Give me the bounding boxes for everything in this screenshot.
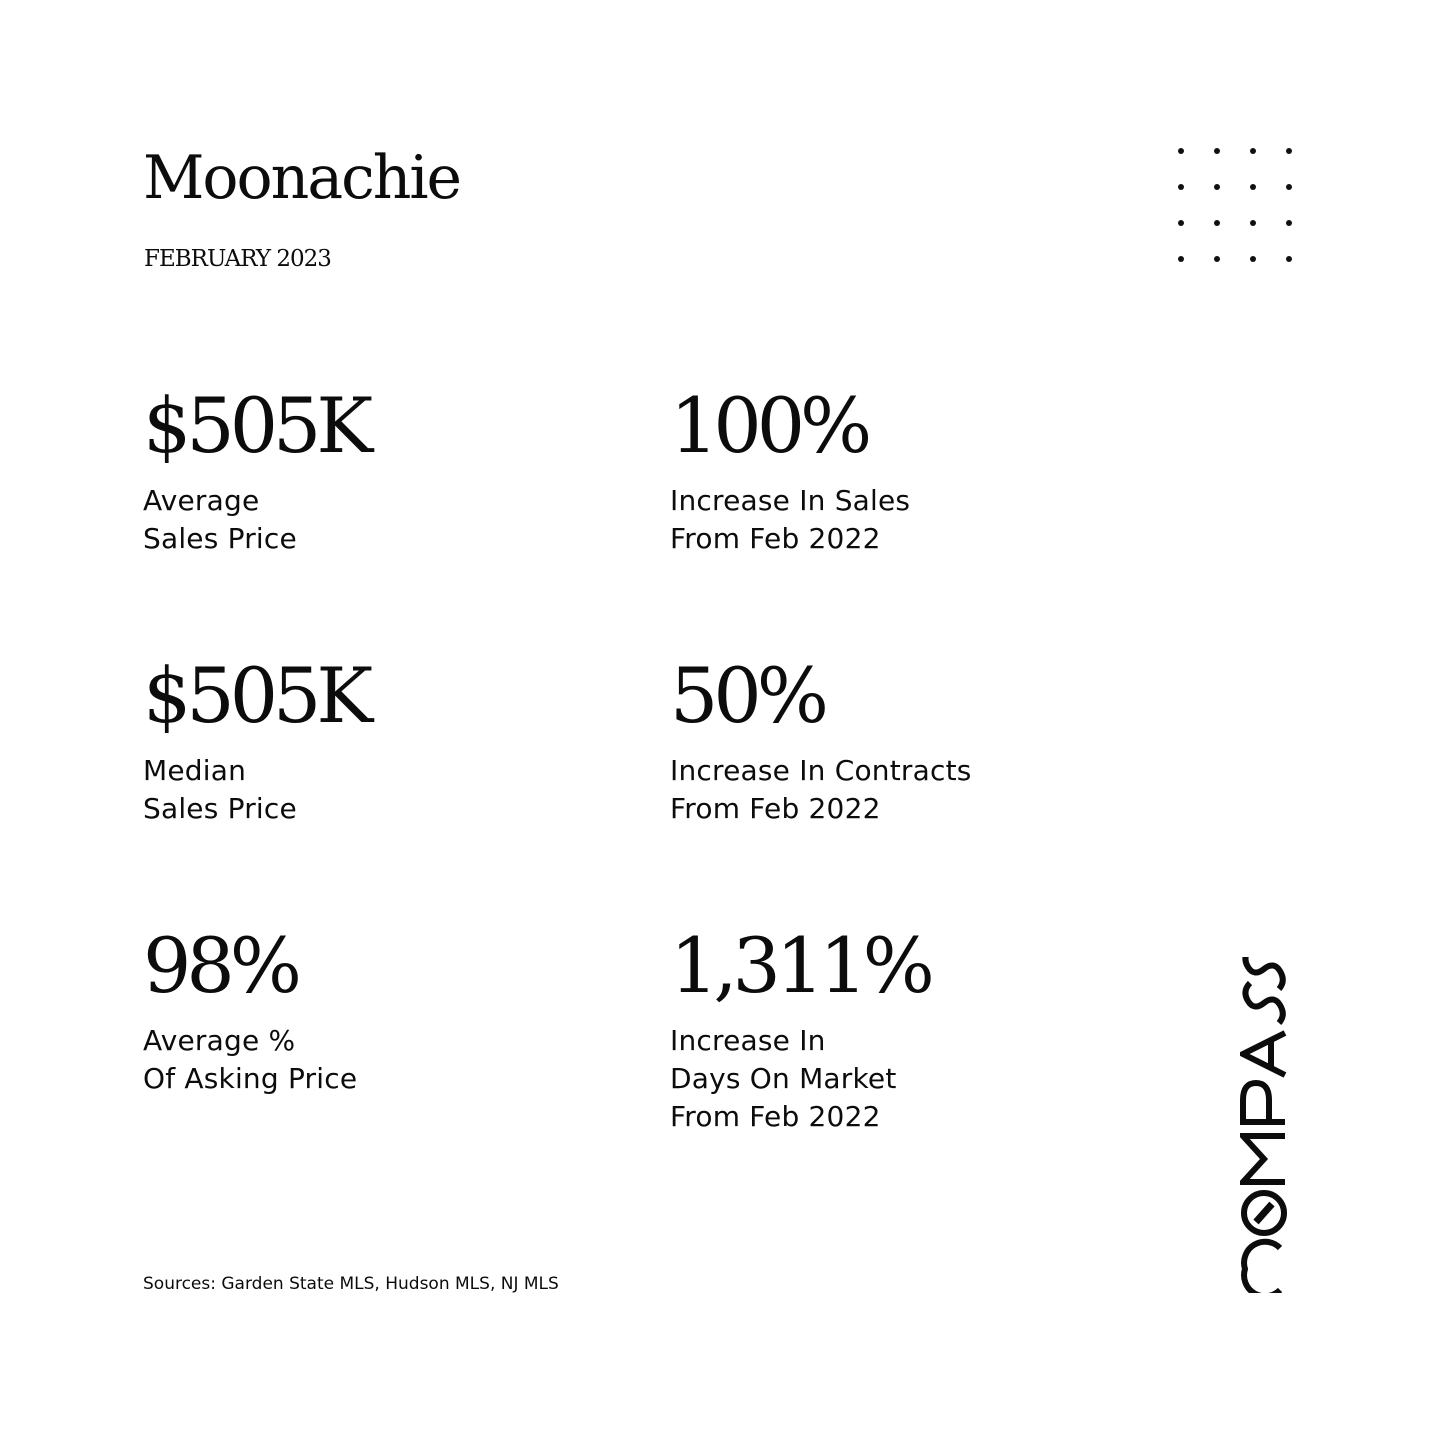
dot (1250, 184, 1256, 190)
page-title: Moonachie (143, 143, 461, 213)
report-period: FEBRUARY 2023 (144, 246, 331, 272)
dot (1286, 184, 1292, 190)
dot (1214, 184, 1220, 190)
stat-label: Average Sales Price (143, 484, 297, 555)
dot (1286, 148, 1292, 154)
dot (1214, 148, 1220, 154)
stat-increase-in-contracts (670, 651, 972, 828)
dot (1250, 148, 1256, 154)
stat-value: 100% (670, 381, 868, 470)
stat-label: Average % Of Asking Price (143, 1024, 358, 1095)
stat-average-sales-price (143, 381, 369, 558)
stat-label: Median Sales Price (143, 754, 297, 825)
sources-note: Sources: Garden State MLS, Hudson MLS, NJ MLS (143, 1274, 559, 1294)
dot (1178, 256, 1184, 262)
dot (1286, 256, 1292, 262)
dot (1214, 220, 1220, 226)
dot (1178, 184, 1184, 190)
stat-value: 98% (143, 921, 297, 1010)
stat-value: 1,311% (670, 921, 930, 1010)
dot (1286, 220, 1292, 226)
dot (1178, 148, 1184, 154)
stat-increase-in-days-on-market (670, 921, 930, 1136)
dot (1178, 220, 1184, 226)
stat-value: $505K (143, 381, 369, 470)
stat-value: $505K (143, 651, 369, 740)
dot (1250, 256, 1256, 262)
compass-logo (1240, 957, 1290, 1293)
stat-median-sales-price (143, 651, 369, 828)
stat-label: Increase In Contracts From Feb 2022 (670, 754, 972, 825)
stat-label: Increase In Sales From Feb 2022 (670, 484, 911, 555)
stat-increase-in-sales (670, 381, 911, 558)
stat-value: 50% (670, 651, 824, 740)
dot (1250, 220, 1256, 226)
stat-label: Increase In Days On Market From Feb 2022 (670, 1024, 897, 1133)
stat-average-percent-of-asking (143, 921, 358, 1098)
dot-grid-icon (1174, 143, 1298, 267)
dot (1214, 256, 1220, 262)
